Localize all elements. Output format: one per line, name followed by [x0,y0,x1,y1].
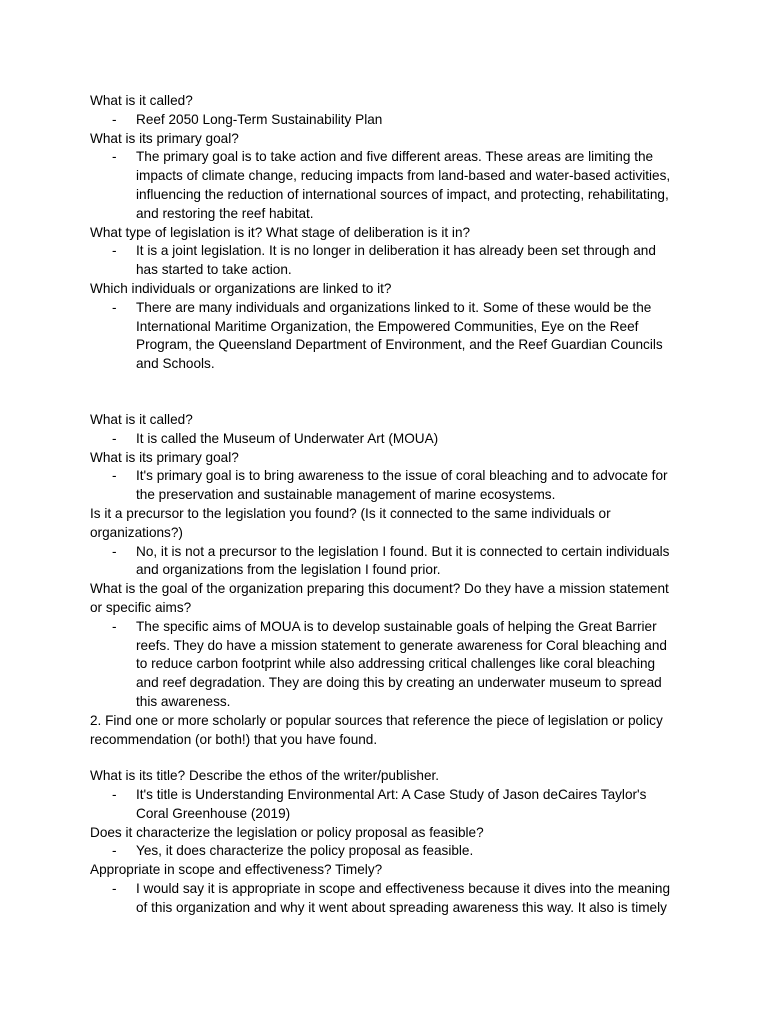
answer-text: I would say it is appropriate in scope and effectiveness because it dives into the meaning of this organization and why it went about spreading awareness this way. It also is timely [136,881,670,915]
answer-list [90,299,690,374]
bullet-dash: - [112,787,117,803]
question: What is its primary goal? [90,449,239,465]
answer-item [90,111,680,130]
section-spacer [90,374,690,411]
answer-text: No, it is not a precursor to the legislation I found. But it is connected to certain individuals and organizations from the legislation I found prior. [136,543,670,578]
bullet-dash: - [112,618,117,634]
answer-text: The primary goal is to take action and five different areas. These areas are limiting the impacts of climate change, reducing impacts from land-based and water-based activities, influencing the reduction of international sources of impact, and protecting, rehabilitating, and restoring the reef habitat. [136,149,671,221]
question: What type of legislation is it? What stage of deliberation is it in? [90,224,471,240]
answer-item [90,299,680,374]
answer-list [90,148,690,223]
bullet-dash: - [112,468,117,484]
answer-text: It is called the Museum of Underwater Art (MOUA) [136,430,439,446]
bullet-dash: - [112,843,117,859]
question: Does it characterize the legislation or policy proposal as feasible? [90,824,484,840]
answer-item [90,543,680,581]
question: Which individuals or organizations are linked to it? [90,280,392,296]
bullet-dash: - [112,243,117,259]
document-body [90,92,690,918]
question: Is it a precursor to the legislation you found? (Is it connected to the same individuals or organizations?) [90,505,611,540]
answer-text: It's title is Understanding Environmental Art: A Case Study of Jason deCaires Taylor's Coral Greenhouse (2019) [136,787,647,821]
answer-item [90,842,680,861]
bullet-dash: - [112,881,117,897]
question: Appropriate in scope and effectiveness? Timely? [90,862,383,878]
answer-item [90,618,680,712]
bullet-dash: - [112,543,117,559]
answer-list [90,111,690,130]
answer-list [90,786,690,824]
answer-item [90,467,680,505]
section-spacer [90,749,690,767]
answer-text: Reef 2050 Long-Term Sustainability Plan [136,111,383,127]
answer-item [90,148,680,223]
answer-list [90,543,690,581]
answer-text: The specific aims of MOUA is to develop sustainable goals of helping the Great Barrier reefs. They do have a mission statement to generate awareness for Coral bleaching and to reduce carbon footprint while also addressing critical challenges like coral bleaching and reef degradation. They are doing this by creating an underwater museum to spread this awareness. [136,618,667,709]
answer-item [90,786,680,824]
question: What is its primary goal? [90,130,239,146]
answer-item [90,430,680,449]
answer-text: There are many individuals and organizations linked to it. Some of these would be the International Maritime Organization, the Empowered Communities, Eye on the Reef Program, the Queensland Department of Environment, and the Reef Guardian Councils and Schools. [136,299,663,372]
bullet-dash: - [112,149,117,165]
question: What is it called? [90,411,193,427]
answer-text: It's primary goal is to bring awareness to the issue of coral bleaching and to advocate for the preservation and sustainable management of marine ecosystems. [136,468,668,503]
answer-list [90,242,690,280]
answer-text: It is a joint legislation. It is no longer in deliberation it has already been set through and has started to take action. [136,243,656,278]
question: What is its title? Describe the ethos of the writer/publisher. [90,768,440,784]
bullet-dash: - [112,299,117,315]
bullet-dash: - [112,111,117,127]
question: What is it called? [90,93,193,108]
answer-list [90,842,690,861]
question: What is the goal of the organization preparing this document? Do they have a mission statement or specific aims? [90,581,669,615]
prompt-2: 2. Find one or more scholarly or popular sources that reference the piece of legislation or policy recommendation (or both!) that you have found. [90,712,663,747]
answer-item [90,242,680,280]
answer-list [90,467,690,505]
answer-list [90,618,690,712]
bullet-dash: - [112,430,117,446]
answer-text: Yes, it does characterize the policy proposal as feasible. [136,843,474,859]
answer-list [90,880,690,918]
answer-item [90,880,680,918]
answer-list [90,430,690,449]
